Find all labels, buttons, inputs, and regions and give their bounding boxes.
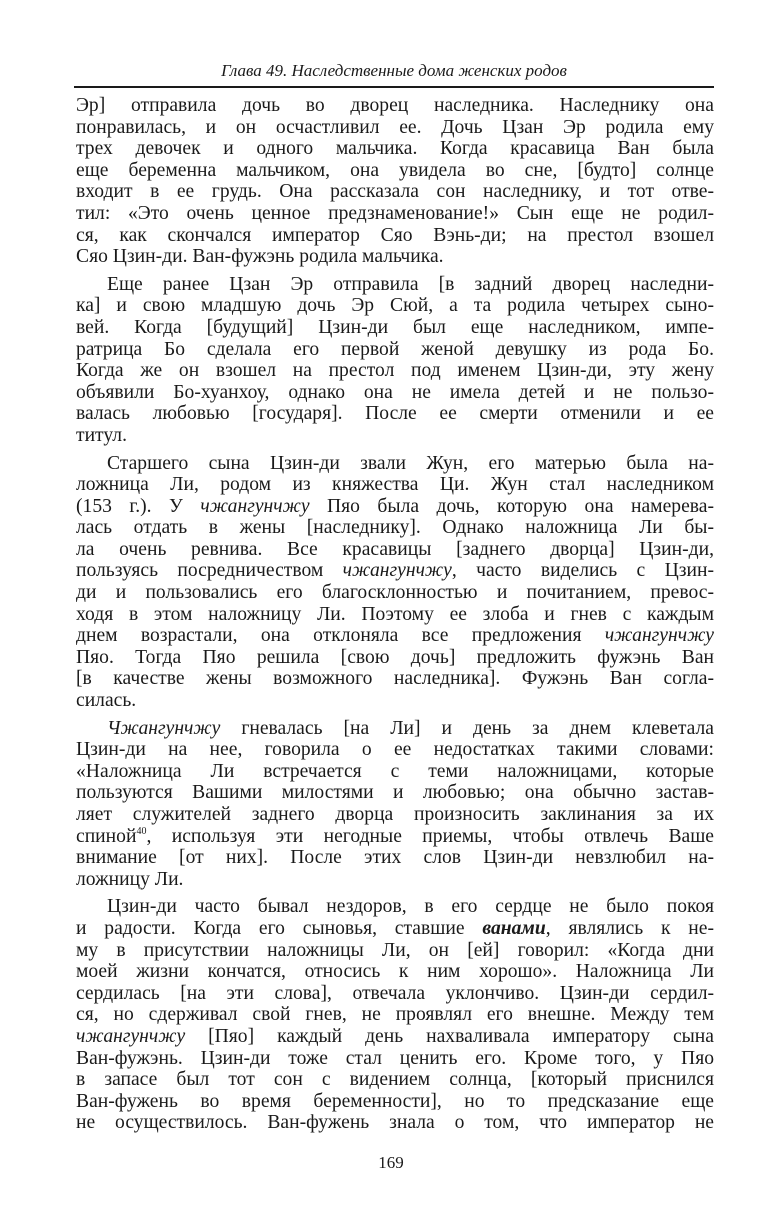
text-line [76, 539, 714, 561]
text-line [76, 761, 714, 783]
text-run: не осуществилось. Ван-фужень знала о том, что император не [76, 1112, 714, 1134]
text-line [76, 138, 714, 160]
text-run: ложницу Ли. [76, 868, 184, 890]
text-line [76, 896, 714, 918]
text-line [76, 295, 714, 317]
emphasized-term: чжангунчжу [76, 1025, 186, 1047]
text-line [76, 425, 714, 447]
text-line [76, 918, 714, 940]
text-line [76, 474, 714, 496]
text-line [76, 625, 714, 647]
text-run: , часто виделись с Цзин- [451, 560, 714, 582]
text-line [76, 668, 714, 690]
text-line [76, 847, 714, 869]
text-run: объявили Бо-хуанхоу, однако она не имела детей и не пользо- [76, 381, 714, 403]
text-run: тил: «Это очень ценное предзнаменование!» Сын еще не родил- [76, 202, 714, 224]
text-line [76, 1004, 714, 1026]
text-line [76, 582, 714, 604]
text-run: силась. [76, 690, 137, 712]
text-line [76, 604, 714, 626]
text-line [76, 181, 714, 203]
text-run: внимание [от них]. После этих слов Цзин-ди невзлюбил на- [76, 847, 714, 869]
footnote-ref: 40 [136, 825, 147, 837]
text-line [76, 360, 714, 382]
text-run: пользуясь посредничеством [76, 560, 343, 582]
text-run: Старшего сына Цзин-ди звали Жун, его матерью была на- [107, 452, 714, 474]
text-run: Сяо Цзин-ди. Ван-фужэнь родила мальчика. [76, 246, 444, 268]
text-run: ла очень ревнива. Все красавицы [заднего дворца] Цзин-ди, [76, 538, 714, 560]
text-run: днем возрастали, она отклоняла все предложения [76, 625, 605, 647]
text-run: пользуются Вашими милостями и любовью; она обычно застав- [76, 782, 714, 804]
emphasized-term: чжангунчжу [200, 495, 310, 517]
text-run: титул. [76, 424, 127, 446]
text-run: в запасе был тот сон с видением солнца, [который приснился [76, 1069, 714, 1091]
emphasized-term: чжангунчжу [342, 560, 452, 582]
text-run: [в качестве жены возможного наследника]. Фужэнь Ван согла- [76, 668, 714, 690]
text-run: , являлись к не- [545, 917, 714, 939]
text-run: ся, как скончался император Сяо Вэнь-ди; на престол взошел [76, 224, 714, 246]
paragraph [76, 453, 714, 712]
text-run: ляет служителей заднего дворца произносить заклинания за их [76, 804, 714, 825]
text-run: входит в ее грудь. Она рассказала сон наследнику, и тот отве- [76, 181, 714, 203]
text-line [76, 95, 714, 117]
text-run: валась любовью [государя]. После ее смерти отменили и ее [76, 403, 714, 425]
text-run: лась отдать в жены [наследнику]. Однако наложница Ли бы- [76, 517, 714, 539]
text-line [76, 560, 714, 582]
text-run: , используя эти негодные приемы, чтобы отвлечь Ваше [146, 825, 714, 847]
text-line [76, 1091, 714, 1113]
text-line [76, 453, 714, 475]
text-run: сердилась [на эти слова], отвечала уклончиво. Цзин-ди сердил- [76, 982, 714, 1004]
text-run: понравилась, и он осчастливил ее. Дочь Цзан Эр родила ему [76, 116, 714, 138]
text-line [76, 225, 714, 247]
text-line [76, 517, 714, 539]
page-body-text [76, 95, 714, 1134]
text-line [76, 339, 714, 361]
text-run: ратрица Бо сделала его первой женой девушку из рода Бо. [76, 338, 714, 360]
emphasized-term: Чжангунчжу [107, 717, 221, 739]
text-run: спиной [76, 825, 137, 847]
text-line [76, 160, 714, 182]
text-run: ка] и свою младшую дочь Эр Сюй, а та родила четырех сыно- [76, 295, 714, 317]
text-line [76, 1112, 714, 1134]
text-run: Еще ранее Цзан Эр отправила [в задний дворец наследни- [107, 273, 714, 295]
text-run: ся, но сдерживал свой гнев, не проявлял его внешне. Между тем [76, 1004, 714, 1026]
text-line [76, 382, 714, 404]
page-number: 169 [378, 1153, 404, 1172]
text-run: моей жизни кончатся, относись к ним хорошо». Наложница Ли [76, 961, 714, 983]
text-line [76, 117, 714, 139]
text-line [76, 1026, 714, 1048]
text-run: ходя в этом наложницу Ли. Поэтому ее злоба и гнев с каждым [76, 603, 714, 625]
text-run: ложница Ли, родом из княжества Ци. Жун стал наследником [76, 474, 714, 496]
text-line [76, 496, 714, 518]
header-rule [74, 86, 714, 88]
text-line [76, 1048, 714, 1070]
text-run: Цзин-ди на нее, говорила о ее недостатках такими словами: [76, 739, 714, 761]
text-run: Цзин-ди часто бывал нездоров, в его сердце не было покоя [107, 896, 714, 918]
text-line [76, 1069, 714, 1091]
text-run: Пяо. Тогда Пяо решила [свою дочь] предложить фужэнь Ван [76, 646, 714, 668]
text-run: Эр] отправила дочь во дворец наследника. Наследнику она [76, 95, 714, 116]
paragraph [76, 274, 714, 447]
text-run: му в присутствии наложницы Ли, он [ей] говорил: «Когда дни [76, 939, 714, 961]
emphasized-term: чжангунчжу [604, 625, 714, 647]
text-run: гневалась [на Ли] и день за днем клеветала [220, 717, 714, 739]
text-line [76, 869, 714, 891]
text-run: Ван-фужэнь. Цзин-ди тоже стал ценить его. Кроме того, у Пяо [76, 1047, 714, 1069]
text-run: вей. Когда [будущий] Цзин-ди был еще наследником, импе- [76, 316, 714, 338]
text-run: [Пяо] каждый день нахваливала императору сына [185, 1025, 714, 1047]
text-line [76, 826, 714, 848]
text-line [76, 274, 714, 296]
text-line [76, 983, 714, 1005]
text-line [76, 403, 714, 425]
paragraph [76, 896, 714, 1134]
text-line [76, 246, 714, 268]
text-line [76, 961, 714, 983]
text-line [76, 690, 714, 712]
text-run: еще беременна мальчиком, она увидела во сне, [будто] солнце [76, 159, 714, 181]
text-line [76, 804, 714, 826]
text-run: Когда же он взошел на престол под именем Цзин-ди, эту жену [76, 360, 714, 382]
running-header: Глава 49. Наследственные дома женских родов [221, 61, 567, 80]
text-line [76, 739, 714, 761]
text-run: Пяо была дочь, которую она намерева- [309, 495, 714, 517]
text-run: «Наложница Ли встречается с теми наложницами, которые [76, 760, 714, 782]
paragraph [76, 718, 714, 891]
text-run: Ван-фужень во время беременности], но то предсказание еще [76, 1090, 714, 1112]
paragraph [76, 95, 714, 268]
text-run: ди и пользовались его благосклонностью и почитанием, превос- [76, 582, 714, 604]
text-line [76, 782, 714, 804]
text-run: (153 г.). У [76, 495, 201, 517]
text-run: и радости. Когда его сыновья, ставшие [76, 917, 483, 939]
text-line [76, 317, 714, 339]
text-line [76, 647, 714, 669]
text-line [76, 940, 714, 962]
text-line [76, 718, 714, 740]
emphasized-term: ванами [482, 917, 546, 939]
text-line [76, 203, 714, 225]
text-run: трех девочек и одного мальчика. Когда красавица Ван была [76, 138, 714, 160]
